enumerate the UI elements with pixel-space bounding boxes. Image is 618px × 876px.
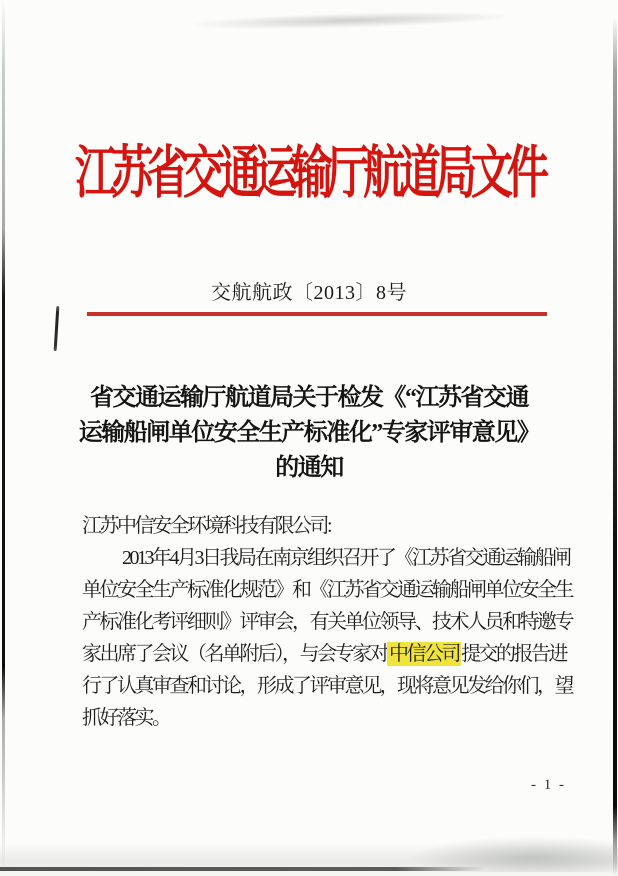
subject-heading [40, 381, 578, 486]
body-text [82, 510, 582, 734]
scan-edge-left [2, 0, 5, 876]
pen-mark [54, 306, 60, 351]
highlighted-company-name: 中信公司 [389, 643, 459, 665]
letterhead-title: 江苏省交通运输厅航道局文件 [74, 143, 543, 206]
scan-edge-right [613, 0, 617, 876]
paragraph-text: 家出席了会议（名单附后），与会专家对 [82, 643, 387, 665]
paragraph-line: 行了认真审查和讨论，形成了评审意见，现将意见发给你们，望 [82, 675, 572, 697]
salutation: 江苏中信安全环境科技有限公司: [82, 515, 331, 537]
subject-line: 省交通运输厅航道局关于检发《“江苏省交通 [90, 385, 528, 411]
paragraph-line: 2013年4月3日我局在南京组织召开了《江苏省交通运输船闸 [122, 547, 570, 569]
document-number: 交航航政〔2013〕8号 [211, 282, 407, 304]
page-number: - 1 - [531, 777, 566, 793]
paragraph-text: 提交的报告进 [461, 643, 566, 665]
paragraph-line [82, 638, 582, 670]
paragraph-line: 单位安全生产标准化规范》和《江苏省交通运输船闸单位安全生 [82, 579, 572, 601]
scan-smudge-top [185, 9, 515, 33]
scan-smudge-bottom-right [408, 836, 618, 872]
paragraph-line: 抓好落实。 [82, 707, 170, 729]
subject-line: 运输船闸单位安全生产标准化”专家评审意见》 [78, 420, 540, 446]
paragraph-line: 产标准化考评细则》评审会，有关单位领导、技术人员和特邀专 [82, 611, 572, 633]
subject-line: 的通知 [275, 455, 343, 481]
letterhead-rule [87, 312, 547, 316]
